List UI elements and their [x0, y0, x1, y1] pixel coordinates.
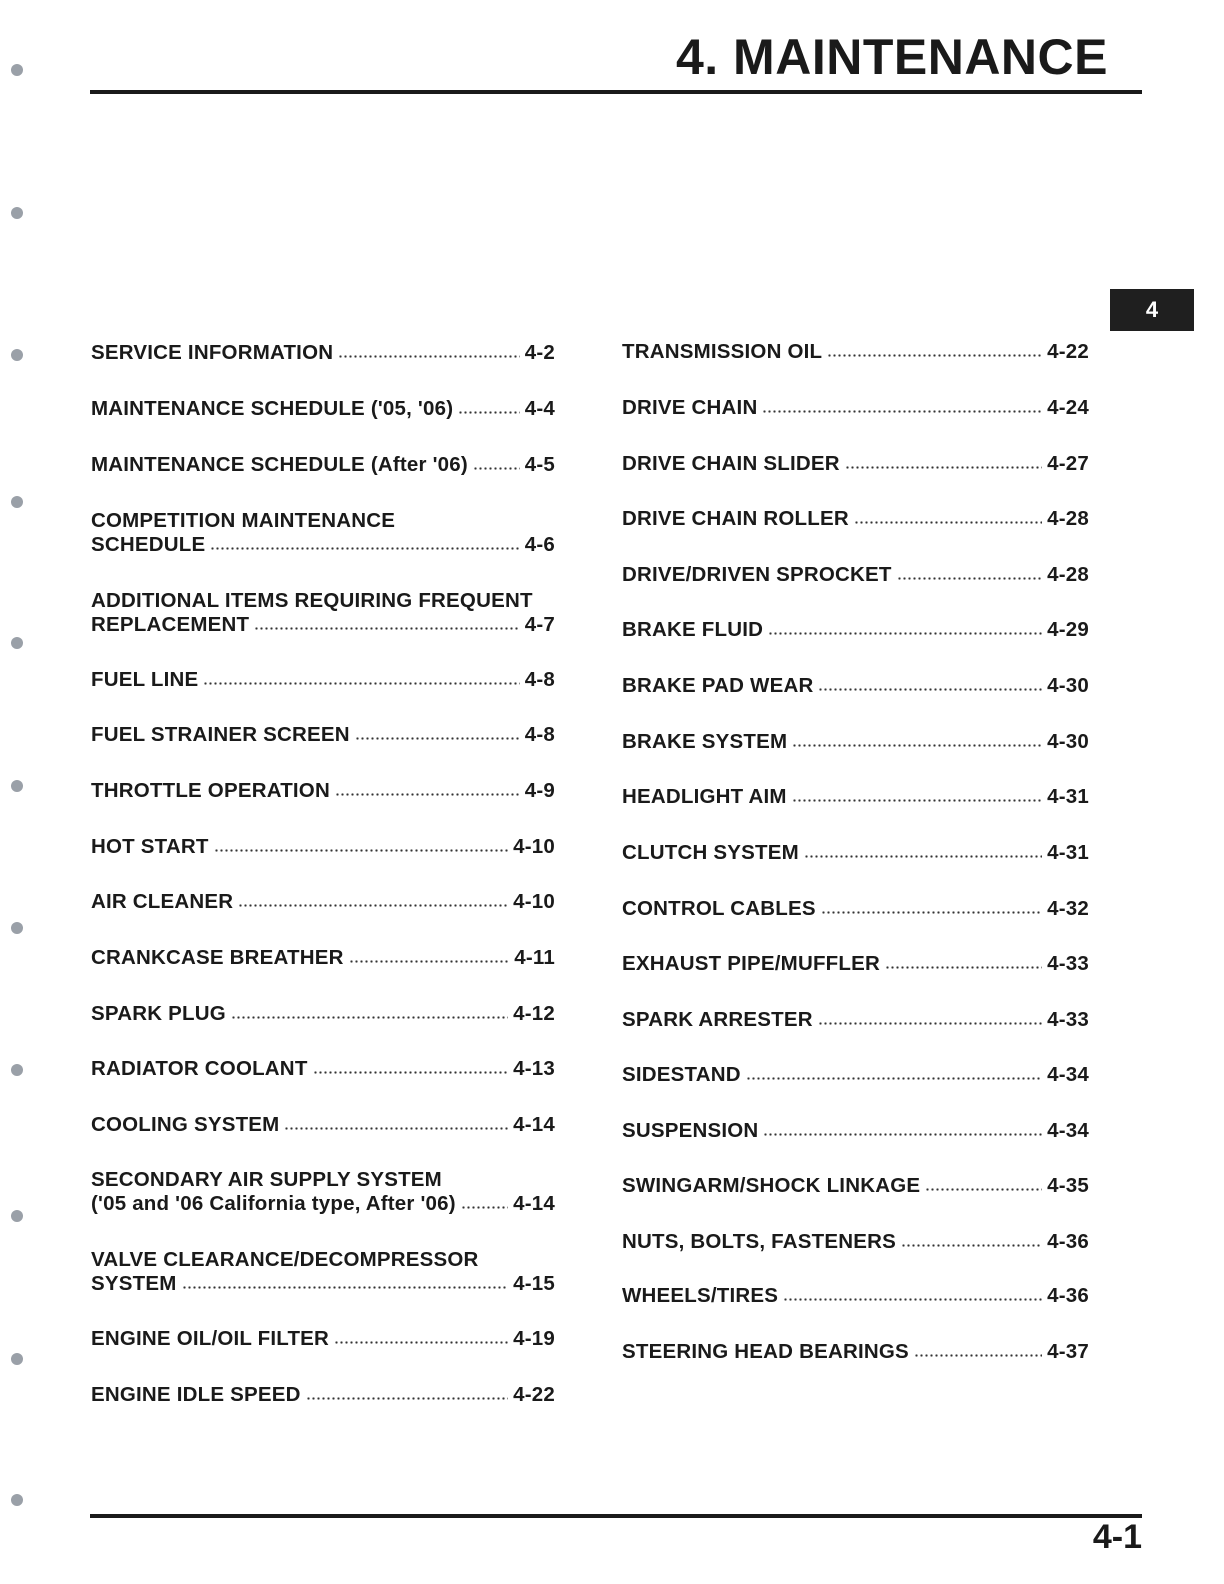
toc-entry-label: MAINTENANCE SCHEDULE (After '06) — [91, 453, 468, 476]
toc-entry[interactable] — [91, 453, 555, 477]
dot-leader — [284, 1127, 508, 1130]
binder-hole — [11, 1064, 23, 1076]
toc-entry-row — [622, 1063, 1089, 1087]
toc-entry-label: SPARK PLUG — [91, 1002, 226, 1025]
binder-hole — [11, 637, 23, 649]
toc-entry-label: MAINTENANCE SCHEDULE ('05, '06) — [91, 397, 454, 420]
toc-entry[interactable] — [622, 1119, 1089, 1143]
toc-entry-label: WHEELS/TIRES — [622, 1284, 779, 1307]
toc-entry-label: CONTROL CABLES — [622, 897, 816, 920]
toc-entry-row — [622, 396, 1089, 420]
toc-entry-row — [91, 1057, 555, 1081]
toc-entry-label: EXHAUST PIPE/MUFFLER — [622, 952, 880, 975]
toc-entry[interactable] — [622, 897, 1089, 921]
toc-entry-page: 4-4 — [524, 397, 555, 420]
toc-entry-label: REPLACEMENT — [91, 613, 250, 636]
toc-entry-row — [91, 890, 555, 914]
toc-entry-page: 4-33 — [1047, 952, 1089, 975]
toc-entry-row — [622, 841, 1089, 865]
toc-entry-row — [622, 730, 1089, 754]
toc-entry-label: COOLING SYSTEM — [91, 1113, 280, 1136]
toc-entry-row — [91, 533, 555, 557]
toc-entry-page: 4-30 — [1047, 674, 1089, 697]
dot-leader — [783, 1298, 1042, 1301]
dot-leader — [461, 1206, 508, 1209]
dot-leader — [914, 1354, 1042, 1357]
toc-entry[interactable] — [622, 618, 1089, 642]
toc-entry-page: 4-28 — [1047, 507, 1089, 530]
toc-entry-row — [622, 1340, 1089, 1364]
toc-entry-page: 4-27 — [1047, 452, 1089, 475]
toc-entry-label: SYSTEM — [91, 1272, 177, 1295]
dot-leader — [792, 799, 1042, 802]
toc-entry-label: CRANKCASE BREATHER — [91, 946, 344, 969]
toc-entry-label: SUSPENSION — [622, 1119, 759, 1142]
toc-entry-page: 4-2 — [524, 341, 555, 364]
dot-leader — [313, 1071, 509, 1074]
toc-entry-label: SERVICE INFORMATION — [91, 341, 334, 364]
toc-entry-row — [622, 563, 1089, 587]
dot-leader — [182, 1286, 509, 1289]
toc-entry-label: SIDESTAND — [622, 1063, 741, 1086]
toc-entry-row — [622, 1174, 1089, 1198]
toc-entry-label: ENGINE OIL/OIL FILTER — [91, 1327, 330, 1350]
toc-entry-page: 4-14 — [513, 1113, 555, 1136]
toc-entry-label: SPARK ARRESTER — [622, 1008, 813, 1031]
dot-leader — [901, 1244, 1042, 1247]
dot-leader — [746, 1077, 1042, 1080]
toc-entry-row — [91, 668, 555, 692]
toc-entry[interactable] — [91, 779, 555, 803]
toc-entry-page: 4-12 — [513, 1002, 555, 1025]
toc-entry-title-line: VALVE CLEARANCE/DECOMPRESSOR — [91, 1248, 479, 1271]
header-rule — [90, 90, 1142, 94]
dot-leader — [231, 1016, 508, 1019]
toc-entry-row — [91, 835, 555, 859]
toc-entry[interactable] — [622, 1063, 1089, 1087]
toc-entry-label: ('05 and '06 California type, After '06) — [91, 1192, 456, 1215]
toc-entry[interactable] — [91, 1168, 555, 1216]
toc-entry-label: HOT START — [91, 835, 209, 858]
toc-entry-label: DRIVE CHAIN — [622, 396, 758, 419]
toc-entry[interactable] — [91, 509, 555, 557]
toc-entry[interactable] — [622, 563, 1089, 587]
dot-leader — [335, 793, 520, 796]
toc-entry-label: FUEL STRAINER SCREEN — [91, 723, 350, 746]
toc-entry[interactable] — [622, 1284, 1089, 1308]
toc-entry[interactable] — [622, 1230, 1089, 1254]
dot-leader — [854, 521, 1042, 524]
toc-entry-page: 4-33 — [1047, 1008, 1089, 1031]
dot-leader — [203, 682, 519, 685]
toc-entry-row — [622, 618, 1089, 642]
toc-entry[interactable] — [91, 589, 555, 637]
toc-entry-label: SCHEDULE — [91, 533, 206, 556]
toc-entry-label: CLUTCH SYSTEM — [622, 841, 799, 864]
toc-entry-page: 4-9 — [524, 779, 555, 802]
toc-entry-page: 4-15 — [513, 1272, 555, 1295]
binder-hole — [11, 1353, 23, 1365]
toc-entry[interactable] — [622, 841, 1089, 865]
dot-leader — [818, 688, 1042, 691]
toc-entry-page: 4-7 — [524, 613, 555, 636]
toc-entry-page: 4-37 — [1047, 1340, 1089, 1363]
toc-entry-label: DRIVE/DRIVEN SPROCKET — [622, 563, 892, 586]
toc-entry[interactable] — [91, 946, 555, 970]
toc-entry[interactable] — [622, 674, 1089, 698]
toc-entry[interactable] — [91, 397, 555, 421]
dot-leader — [827, 354, 1042, 357]
toc-entry-page: 4-30 — [1047, 730, 1089, 753]
dot-leader — [897, 577, 1043, 580]
toc-entry[interactable] — [622, 730, 1089, 754]
dot-leader — [334, 1341, 508, 1344]
toc-entry-page: 4-31 — [1047, 841, 1089, 864]
toc-entry-row — [622, 452, 1089, 476]
toc-entry[interactable] — [622, 785, 1089, 809]
toc-entry-page: 4-13 — [513, 1057, 555, 1080]
binder-hole — [11, 207, 23, 219]
toc-entry-row — [622, 507, 1089, 531]
toc-entry-row — [622, 1284, 1089, 1308]
toc-entry-page: 4-35 — [1047, 1174, 1089, 1197]
binder-hole — [11, 1494, 23, 1506]
dot-leader — [349, 960, 510, 963]
toc-entry-label: DRIVE CHAIN ROLLER — [622, 507, 849, 530]
toc-entry-row — [91, 1113, 555, 1137]
toc-entry-label: AIR CLEANER — [91, 890, 234, 913]
toc-entry-label: BRAKE PAD WEAR — [622, 674, 814, 697]
toc-entry-label: BRAKE SYSTEM — [622, 730, 788, 753]
dot-leader — [458, 411, 520, 414]
toc-entry-title-line: COMPETITION MAINTENANCE — [91, 509, 396, 532]
toc-entry-page: 4-22 — [513, 1383, 555, 1406]
toc-entry-page: 4-24 — [1047, 396, 1089, 419]
dot-leader — [214, 849, 509, 852]
dot-leader — [845, 466, 1042, 469]
toc-entry-row — [91, 1383, 555, 1407]
toc-entry-label: ENGINE IDLE SPEED — [91, 1383, 301, 1406]
toc-entry-row — [622, 897, 1089, 921]
toc-entry-label: SWINGARM/SHOCK LINKAGE — [622, 1174, 921, 1197]
toc-entry[interactable] — [622, 1008, 1089, 1032]
toc-entry-page: 4-10 — [513, 835, 555, 858]
dot-leader — [254, 627, 520, 630]
toc-entry-row — [622, 1119, 1089, 1143]
toc-entry-title-line: SECONDARY AIR SUPPLY SYSTEM — [91, 1168, 442, 1191]
toc-entry-label: FUEL LINE — [91, 668, 199, 691]
dot-leader — [762, 410, 1042, 413]
dot-leader — [338, 355, 520, 358]
toc-entry[interactable] — [91, 1113, 555, 1137]
toc-entry-page: 4-10 — [513, 890, 555, 913]
dot-leader — [210, 547, 519, 550]
toc-entry[interactable] — [91, 1248, 555, 1296]
toc-entry-row — [91, 1327, 555, 1351]
toc-entry-page: 4-34 — [1047, 1119, 1089, 1142]
toc-entry-row — [91, 1272, 555, 1296]
toc-entry[interactable] — [622, 452, 1089, 476]
toc-entry-label: BRAKE FLUID — [622, 618, 764, 641]
toc-entry[interactable] — [622, 340, 1089, 364]
page-title: 4. MAINTENANCE — [675, 29, 1108, 85]
toc-entry-row — [622, 785, 1089, 809]
footer-rule — [90, 1514, 1142, 1518]
toc-entry-page: 4-5 — [524, 453, 555, 476]
dot-leader — [768, 632, 1042, 635]
toc-entry-page: 4-36 — [1047, 1284, 1089, 1307]
toc-entry-title-line: ADDITIONAL ITEMS REQUIRING FREQUENT — [91, 589, 533, 612]
dot-leader — [804, 855, 1042, 858]
toc-entry-label: THROTTLE OPERATION — [91, 779, 330, 802]
dot-leader — [792, 744, 1042, 747]
toc-entry[interactable] — [91, 1327, 555, 1351]
toc-entry-row — [622, 1230, 1089, 1254]
toc-entry[interactable] — [622, 1174, 1089, 1198]
toc-entry-row — [91, 723, 555, 747]
toc-entry[interactable] — [91, 1383, 555, 1407]
toc-entry-label: NUTS, BOLTS, FASTENERS — [622, 1230, 896, 1253]
binder-hole — [11, 922, 23, 934]
toc-entry-row — [91, 946, 555, 970]
section-tab[interactable]: 4 — [1110, 289, 1194, 331]
dot-leader — [885, 966, 1042, 969]
toc-entry[interactable] — [91, 1057, 555, 1081]
toc-entry-row — [91, 613, 555, 637]
toc-entry[interactable] — [91, 668, 555, 692]
toc-entry-label: TRANSMISSION OIL — [622, 340, 823, 363]
toc-entry-row — [91, 453, 555, 477]
binder-hole — [11, 349, 23, 361]
toc-entry[interactable] — [91, 341, 555, 365]
toc-entry-page: 4-8 — [524, 668, 555, 691]
dot-leader — [306, 1397, 509, 1400]
toc-entry-page: 4-34 — [1047, 1063, 1089, 1086]
toc-entry[interactable] — [91, 1002, 555, 1026]
page-number: 4-1 — [1092, 1518, 1142, 1556]
dot-leader — [355, 737, 520, 740]
toc-entry-page: 4-32 — [1047, 897, 1089, 920]
dot-leader — [818, 1022, 1042, 1025]
toc-entry[interactable] — [91, 723, 555, 747]
toc-entry-row — [91, 779, 555, 803]
toc-entry[interactable] — [622, 952, 1089, 976]
dot-leader — [925, 1188, 1042, 1191]
toc-entry-page: 4-11 — [514, 946, 555, 969]
toc-entry-label: STEERING HEAD BEARINGS — [622, 1340, 909, 1363]
dot-leader — [238, 904, 508, 907]
toc-entry[interactable] — [91, 890, 555, 914]
toc-entry[interactable] — [622, 396, 1089, 420]
toc-entry-label: RADIATOR COOLANT — [91, 1057, 308, 1080]
toc-entry-row — [622, 340, 1089, 364]
toc-entry-page: 4-22 — [1047, 340, 1089, 363]
toc-entry-page: 4-8 — [524, 723, 555, 746]
dot-leader — [473, 467, 520, 470]
toc-entry-label: HEADLIGHT AIM — [622, 785, 787, 808]
toc-entry-page: 4-31 — [1047, 785, 1089, 808]
toc-entry-page: 4-36 — [1047, 1230, 1089, 1253]
toc-entry-label: DRIVE CHAIN SLIDER — [622, 452, 840, 475]
binder-hole — [11, 64, 23, 76]
dot-leader — [763, 1133, 1042, 1136]
binder-hole — [11, 496, 23, 508]
toc-entry-row — [91, 341, 555, 365]
toc-entry-row — [622, 1008, 1089, 1032]
toc-entry-page: 4-29 — [1047, 618, 1089, 641]
binder-hole — [11, 780, 23, 792]
toc-entry-row — [622, 952, 1089, 976]
dot-leader — [821, 911, 1042, 914]
toc-entry-page: 4-28 — [1047, 563, 1089, 586]
toc-entry-row — [91, 397, 555, 421]
binder-hole — [11, 1210, 23, 1222]
toc-entry-page: 4-19 — [513, 1327, 555, 1350]
toc-entry[interactable] — [91, 835, 555, 859]
toc-entry-row — [91, 1192, 555, 1216]
toc-entry-row — [91, 1002, 555, 1026]
toc-entry-row — [622, 674, 1089, 698]
toc-entry-page: 4-14 — [513, 1192, 555, 1215]
toc-entry[interactable] — [622, 507, 1089, 531]
toc-entry[interactable] — [622, 1340, 1089, 1364]
toc-entry-page: 4-6 — [524, 533, 555, 556]
